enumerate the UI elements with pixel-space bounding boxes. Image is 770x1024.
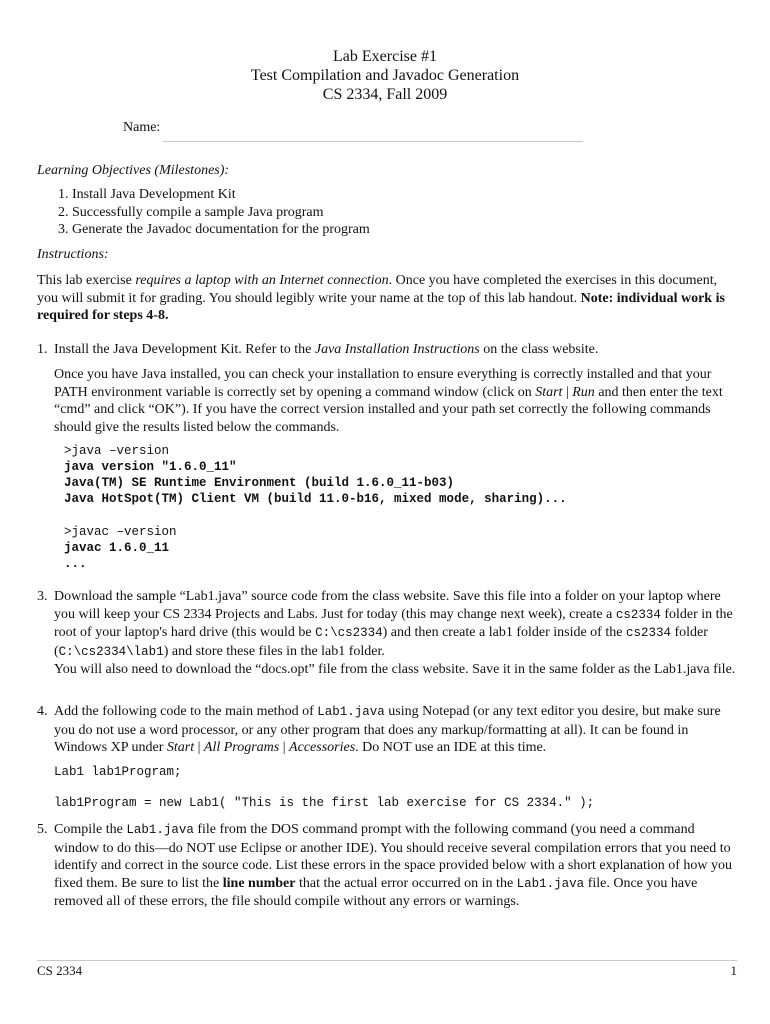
objective-item: 1. Install Java Development Kit xyxy=(72,186,370,204)
menu-path-start: Start xyxy=(166,740,195,755)
step-number: 1. xyxy=(37,342,48,357)
step-text: using Notepad (or any text editor you desire, but make sure you do not use a word processor, or any other program that does any markup/formatting at all). It can be found in Windows XP under xyxy=(54,704,721,755)
step-text: Once you have Java installed, you can check your installation to ensure everything is correctly installed and that your PATH environment variable is correctly set by opening a command window (click on xyxy=(54,367,712,400)
objective-item: 3. Generate the Javadoc documentation for the program xyxy=(72,221,370,239)
menu-path-run: Run xyxy=(572,384,595,400)
step-3 xyxy=(37,588,737,679)
step-number: 3. xyxy=(37,589,48,604)
objective-item: 2. Successfully compile a sample Java program xyxy=(72,204,370,222)
step-number: 4. xyxy=(37,704,48,719)
step-text: Compile the xyxy=(54,822,127,837)
instructions-emphasis: requires a laptop with an Internet connection xyxy=(135,273,389,288)
title-line-1: Lab Exercise #1 xyxy=(333,48,437,65)
code-command: >java –version xyxy=(64,444,170,458)
step-text: Download the sample “Lab1.java” source code from the class website. Save this file into a folder on your laptop where you will keep your CS 2334 Projects and Labs. Just for today (this may change next week), create a xyxy=(54,589,721,622)
instructions-heading: Instructions: xyxy=(37,247,109,262)
menu-path-start: Start xyxy=(535,384,563,400)
name-label: Name: xyxy=(123,120,161,135)
code-output: ... xyxy=(64,557,87,571)
instructions-text: This lab exercise xyxy=(37,273,136,288)
code-inline: C:\cs2334 xyxy=(315,626,383,640)
instructions-note: Note: individual work is required for steps 4-8. xyxy=(37,290,725,323)
step-text: Add the following code to the main method of xyxy=(54,704,318,719)
menu-path-all-programs: All Programs xyxy=(203,740,280,755)
step-text: ) and then create a lab1 folder inside of the xyxy=(382,625,626,640)
code-output: Java HotSpot(TM) Client VM (build 11.0-b16, mixed mode, sharing)... xyxy=(64,492,567,506)
java-version-code-block xyxy=(64,443,567,507)
objectives-heading: Learning Objectives (Milestones): xyxy=(37,163,230,178)
menu-separator: | xyxy=(194,740,204,755)
step-1-details xyxy=(37,366,737,436)
title-line-2: Test Compilation and Javadoc Generation xyxy=(250,67,520,84)
code-line-declaration: Lab1 lab1Program; xyxy=(54,765,182,779)
step-4 xyxy=(37,703,737,757)
step-emphasis: Java Installation Instructions xyxy=(314,342,480,357)
code-inline: C:\cs2334\lab1 xyxy=(58,644,164,659)
code-line-assignment: lab1Program = new Lab1( "This is the first lab exercise for CS 2334." ); xyxy=(54,796,595,810)
step-text: ) and store these files in the lab1 folder. xyxy=(163,643,385,659)
step-1 xyxy=(37,341,737,359)
step-text: . Do NOT use an IDE at this time. xyxy=(355,740,547,755)
code-inline: cs2334 xyxy=(615,607,661,622)
step-text: that the actual error occurred on in the xyxy=(295,875,517,891)
step-text: folder in the root of your laptop's hard drive (this would be xyxy=(54,606,733,640)
menu-separator: | xyxy=(562,384,573,400)
name-field-line[interactable] xyxy=(163,141,583,142)
step-number: 5. xyxy=(37,822,48,837)
step-text: file from the DOS command prompt with the following command (you need a command window to do this—do NOT use Eclipse or another IDE). You should receive several compilation errors that you need to identify and correct in the source code. List these errors in the space provided below with a short explanation of how you fixed them. Be sure to list the xyxy=(54,822,733,891)
code-output: javac 1.6.0_11 xyxy=(64,541,170,555)
code-command: >javac –version xyxy=(64,525,177,539)
footer-divider xyxy=(37,960,737,961)
step-text: file. Once you have removed all of these errors, the file should compile without any errors or warnings. xyxy=(54,875,698,909)
instructions-text: . Once you have completed the exercises in this document, you will submit it for grading. You should legibly write your name at the top of this lab handout. xyxy=(37,273,718,306)
footer-course: CS 2334 xyxy=(37,963,83,978)
step-text: on the class website. xyxy=(479,342,599,357)
code-inline: Lab1.java xyxy=(317,705,385,719)
objectives-list xyxy=(38,186,370,239)
step-text: Install the Java Development Kit. Refer to the xyxy=(54,342,315,357)
page-number: 1 xyxy=(730,963,737,978)
step-5 xyxy=(37,821,737,911)
step-text: folder ( xyxy=(54,625,708,659)
menu-path-accessories: Accessories xyxy=(289,740,356,755)
step-emphasis-bold: line number xyxy=(222,875,296,891)
code-inline: Lab1.java xyxy=(126,823,194,837)
title-line-3: CS 2334, Fall 2009 xyxy=(322,86,448,103)
code-output: java version "1.6.0_11" xyxy=(64,460,237,474)
instructions-paragraph xyxy=(37,272,737,325)
document-title-block xyxy=(0,47,770,104)
code-output: Java(TM) SE Runtime Environment (build 1.6.0_11-b03) xyxy=(64,476,455,490)
javac-version-code-block xyxy=(64,524,177,572)
step-text: and then enter the text “cmd” and click “OK”). If you have the correct version installed and your path set correctly the following commands should give the results listed below the commands. xyxy=(54,384,723,435)
step-text: You will also need to download the “docs.opt” file from the class website. Save it in the same folder as the Lab1.java file. xyxy=(54,662,736,677)
menu-separator: | xyxy=(279,740,290,755)
code-inline: cs2334 xyxy=(625,626,671,640)
code-inline: Lab1.java xyxy=(516,876,585,891)
